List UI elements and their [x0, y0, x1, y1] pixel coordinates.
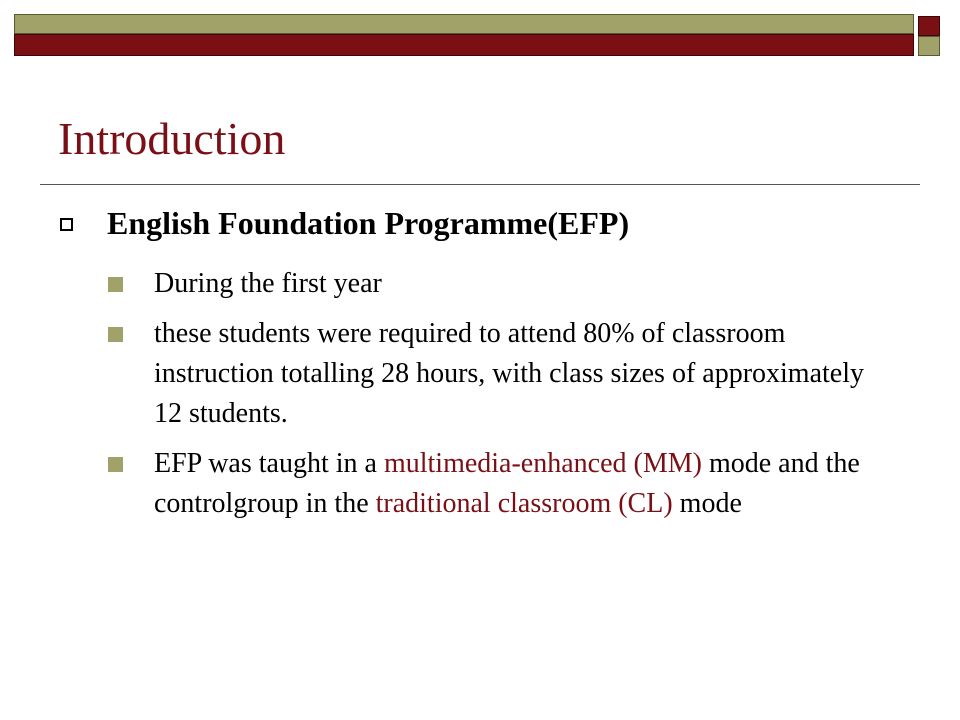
highlight-multimedia: multimedia-enhanced (MM)	[383, 448, 702, 479]
square-bullet-icon	[108, 327, 123, 342]
sub-bullet-text: During the first year	[154, 268, 382, 299]
main-bullet-text: English Foundation Programme(EFP)	[107, 205, 630, 241]
slide-title: Introduction	[58, 113, 286, 164]
text-part: mode and the controlgroup in the	[154, 448, 860, 519]
sub-bullet-text: these students were required to attend 80% of classroom instruction totalling 28 hours, with class sizes of approximately 12 students.	[154, 318, 864, 429]
sub-bullet-text	[154, 444, 898, 524]
corner-square-olive	[918, 36, 940, 56]
square-bullet-icon	[108, 457, 123, 472]
sub-bullet-item	[108, 264, 898, 304]
sub-bullet-item	[108, 444, 898, 524]
header-bar-maroon	[14, 34, 914, 56]
text-part: EFP was taught in a	[154, 448, 384, 479]
sub-bullet-list	[108, 264, 898, 534]
corner-square-maroon	[918, 16, 940, 36]
sub-bullet-item	[108, 314, 898, 434]
main-bullet	[60, 204, 629, 242]
header-bar-olive	[14, 14, 914, 34]
hollow-square-bullet-icon	[60, 218, 73, 231]
square-bullet-icon	[108, 277, 123, 292]
highlight-traditional: traditional classroom (CL)	[375, 488, 673, 519]
text-part: mode	[672, 488, 742, 519]
title-divider	[40, 184, 920, 185]
